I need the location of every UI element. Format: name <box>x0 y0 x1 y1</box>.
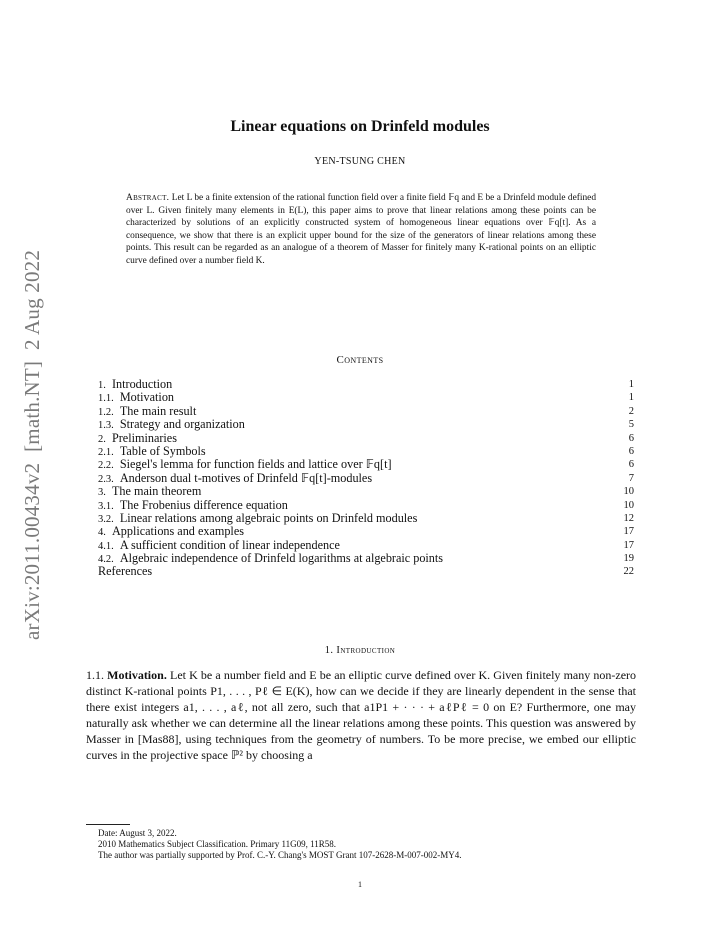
toc-entry-number: 2.1. <box>98 446 114 458</box>
toc-entry-title: Siegel's lemma for function fields and lattice over 𝔽q[t] <box>119 457 392 472</box>
section-title: 1. Introduction <box>324 645 396 656</box>
toc-entry-number: 2.3. <box>98 473 114 485</box>
toc-entry[interactable] <box>98 458 634 471</box>
footnote-support: The author was partially supported by Prof. C.-Y. Chang's MOST Grant 107-2628-M-007-002-MY4. <box>98 850 462 861</box>
table-of-contents <box>98 378 634 579</box>
toc-entry-number: 4. <box>98 527 106 539</box>
toc-entry-label <box>98 525 244 538</box>
subsection-title: Motivation. <box>107 668 167 682</box>
toc-entry-number: 3.2. <box>98 513 114 525</box>
toc-entry-number: 3.1. <box>98 500 114 512</box>
contents-title: Contents <box>336 354 384 366</box>
toc-entry-page: 6 <box>628 445 634 457</box>
intro-paragraph <box>86 667 636 763</box>
toc-entry-title: Linear relations among algebraic points on Drinfeld modules <box>119 510 418 525</box>
toc-entry-title: Preliminaries <box>111 430 177 445</box>
toc-entry[interactable] <box>98 418 634 431</box>
footnotes <box>98 828 638 862</box>
toc-entry-title: References <box>98 564 153 579</box>
toc-entry[interactable] <box>98 445 634 458</box>
toc-entry[interactable] <box>98 405 634 418</box>
abstract-heading: Abstract. <box>126 193 170 203</box>
toc-entry[interactable] <box>98 432 634 445</box>
toc-entry-label <box>98 418 245 431</box>
toc-entry-number: 1. <box>98 380 106 391</box>
toc-entry-title: Applications and examples <box>111 524 244 539</box>
toc-entry-page: 1 <box>628 392 634 404</box>
toc-entry-number: 4.1. <box>98 540 114 552</box>
toc-entry-label <box>98 378 172 391</box>
toc-entry-page: 5 <box>628 419 634 431</box>
toc-entry-label <box>98 472 372 485</box>
toc-entry[interactable] <box>98 565 634 578</box>
author-name: YEN-TSUNG CHEN <box>314 156 406 167</box>
paragraph-text: Let K be a number field and E be an elliptic curve defined over K. Given finitely many non-zero distinct K-rational points P1, . . . , Pℓ ∈ E(K), how can we decide if they are linearly dependent in the sense that there exist integers a1, . . . , aℓ, not all zero, such that a1P1 + · · · + aℓPℓ = 0 on E? Furthermore, one may naturally ask whether we can determine all the linear relations among these points. This question was answered by Masser in [Mas88], using techniques from the geometry of numbers. To be more precise, we embed our elliptic curves in the projective space ℙ² by choosing a <box>86 668 637 762</box>
toc-entry-title: The main theorem <box>111 484 202 499</box>
toc-entry-page: 17 <box>623 539 634 551</box>
toc-entry-label <box>98 485 201 498</box>
footnote-rule <box>86 824 130 825</box>
toc-entry-number: 2.2. <box>98 460 114 472</box>
toc-entry-page: 10 <box>623 499 634 511</box>
toc-entry-page: 2 <box>628 405 634 417</box>
toc-entry[interactable] <box>98 499 634 512</box>
toc-entry[interactable] <box>98 378 634 391</box>
toc-entry-label <box>98 432 177 445</box>
toc-entry-page: 10 <box>623 486 634 498</box>
toc-entry-label <box>98 405 196 418</box>
toc-entry-number: 3. <box>98 487 106 499</box>
toc-entry-label <box>98 458 392 471</box>
toc-entry-page: 19 <box>623 553 634 565</box>
toc-entry-title: The main result <box>119 403 197 418</box>
toc-entry-label <box>98 512 417 525</box>
toc-entry-title: The Frobenius difference equation <box>119 497 288 512</box>
toc-entry[interactable] <box>98 512 634 525</box>
abstract-text: Let L be a finite extension of the rational function field over a finite field 𝔽q and E be a Drinfeld module defined over L. Given finitely many elements in E(L), this paper aims to prove that linear relations among these points can be characterized by solutions of an explicitly constructed system of homogeneous linear equations over 𝔽q[t]. As a consequence, we show that there is an explicit upper bound for the size of the generators of linear relations among these points. This result can be regarded as an analogue of a theorem of Masser for finitely many K-rational points on an elliptic curve defined over a number field K. <box>126 193 597 266</box>
toc-entry-title: A sufficient condition of linear independence <box>119 537 340 552</box>
toc-entry[interactable] <box>98 525 634 538</box>
toc-entry-title: Anderson dual t-motives of Drinfeld 𝔽q[t]-modules <box>119 470 373 485</box>
toc-entry-title: Strategy and organization <box>119 417 245 432</box>
toc-entry-title: Introduction <box>111 377 173 391</box>
toc-entry-page: 1 <box>628 379 634 390</box>
toc-entry-label <box>98 539 340 552</box>
footnote-msc: 2010 Mathematics Subject Classification. Primary 11G09, 11R58. <box>98 839 337 850</box>
toc-entry-page: 22 <box>623 566 634 578</box>
toc-entry-label <box>98 565 152 578</box>
arxiv-stamp: arXiv:2011.00434v2 [math.NT] 2 Aug 2022 <box>20 249 44 640</box>
toc-entry-title: Motivation <box>119 390 175 405</box>
page-number: 1 <box>358 880 362 889</box>
toc-entry-page: 6 <box>628 432 634 444</box>
toc-entry-number: 1.3. <box>98 420 114 432</box>
toc-entry-number: 4.2. <box>98 554 114 566</box>
toc-entry-number: 2. <box>98 433 106 445</box>
paper-title: Linear equations on Drinfeld modules <box>230 118 490 135</box>
toc-entry-label <box>98 445 206 458</box>
toc-entry-page: 17 <box>623 526 634 538</box>
toc-entry-title: Algebraic independence of Drinfeld logarithms at algebraic points <box>119 551 444 566</box>
toc-entry[interactable] <box>98 472 634 485</box>
footnote-date: Date: August 3, 2022. <box>98 828 177 838</box>
toc-entry-label <box>98 391 174 404</box>
toc-entry-number: 1.2. <box>98 406 114 418</box>
subsection-number: 1.1. <box>86 668 104 682</box>
toc-entry-page: 7 <box>628 472 634 484</box>
toc-entry-page: 12 <box>623 512 634 524</box>
abstract <box>126 192 596 267</box>
toc-entry[interactable] <box>98 552 634 565</box>
toc-entry[interactable] <box>98 485 634 498</box>
toc-entry[interactable] <box>98 391 634 404</box>
toc-entry-label <box>98 499 288 512</box>
toc-entry-number: 1.1. <box>98 393 114 405</box>
toc-entry-label <box>98 552 443 565</box>
toc-entry[interactable] <box>98 539 634 552</box>
toc-entry-title: Table of Symbols <box>119 443 206 458</box>
toc-entry-page: 6 <box>628 459 634 471</box>
